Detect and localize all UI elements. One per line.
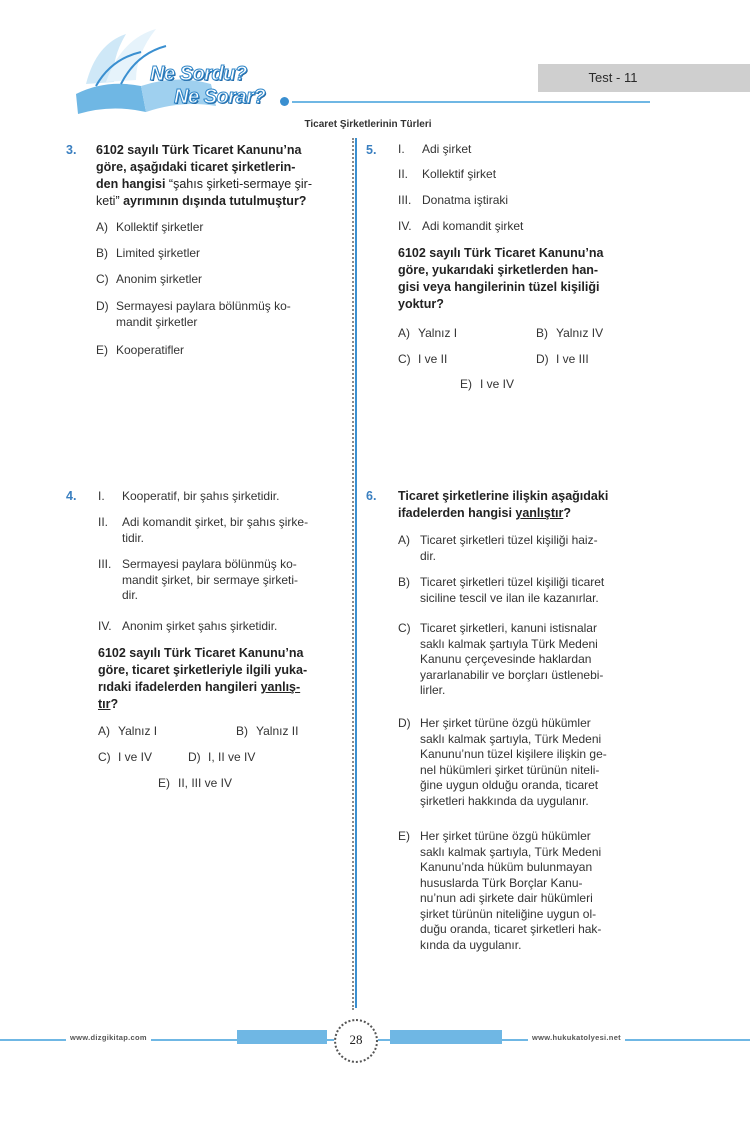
stem-fragment: ayrımının dışında tutulmuştur? (119, 194, 307, 208)
option-text: I ve IV (480, 377, 515, 391)
stem-line: Ticaret şirketlerine ilişkin aşağıdaki (398, 489, 609, 503)
footer-bar-left (237, 1030, 327, 1044)
question-5-statement-4 (398, 219, 648, 235)
statement-text: Adi komandit şirket (422, 219, 524, 233)
option-b[interactable] (398, 575, 646, 606)
option-label: E) (96, 343, 108, 357)
statement-text: Kollektif şirket (422, 167, 497, 181)
option-c[interactable] (398, 352, 447, 368)
stem-line: 6102 sayılı Türk Ticaret Kanunu’na (98, 646, 304, 660)
option-text: I ve II (418, 352, 448, 366)
option-text: Ticaret şirketleri tüzel kişiliği ticaret (420, 575, 605, 589)
question-4-statement-2 (98, 515, 344, 546)
stem-line: yoktur? (398, 297, 444, 311)
option-text: I ve IV (118, 750, 153, 764)
option-c[interactable] (96, 272, 202, 288)
logo-text-line1: Ne Sordu? (150, 63, 247, 85)
option-text: Her şirket türüne özgü hükümler (420, 829, 591, 843)
option-text: saklı kalmak şartıyla, Türk Medeni (420, 844, 602, 859)
option-label: D) (398, 716, 411, 730)
option-text: Anonim şirketler (116, 272, 203, 286)
roman-numeral: III. (398, 193, 412, 207)
option-text: Yalnız IV (556, 326, 604, 340)
option-b[interactable] (236, 724, 298, 740)
option-label: D) (96, 299, 109, 313)
option-c[interactable] (98, 750, 152, 766)
option-text: Kooperatifler (116, 343, 185, 357)
option-text: ğine uygun olduğu oranda, ticaret (420, 778, 599, 792)
question-4-statement-1 (98, 489, 344, 505)
footer-url-left: www.dizgikitap.com (66, 1033, 151, 1042)
stem-line: göre, yukarıdaki şirketlerden han- (398, 263, 599, 277)
option-text: II, III ve IV (178, 776, 233, 790)
option-text: yararlanabilir ve borçları üstlenebi- (420, 667, 604, 682)
stem-line (98, 696, 344, 713)
stem-line (398, 505, 648, 522)
option-text: şirketleri hakkında da uygulanır. (420, 793, 589, 808)
stem-underlined: yanlış- (260, 680, 301, 694)
statement-text: Anonim şirket şahıs şirketidir. (122, 619, 278, 633)
option-text: nel hükümleri şirket türünün niteli- (420, 762, 600, 777)
stem-fragment: ifadelerden hangisi (398, 506, 516, 520)
footer-url-right: www.hukukatolyesi.net (528, 1033, 625, 1042)
option-text: Yalnız II (256, 724, 299, 738)
option-text: Limited şirketler (116, 246, 201, 260)
option-text: Her şirket türüne özgü hükümler (420, 716, 591, 730)
question-6-stem (398, 488, 648, 522)
option-e[interactable] (398, 829, 646, 953)
option-text: hususlarda Türk Borçlar Kanu- (420, 875, 583, 890)
option-label: C) (398, 621, 411, 635)
roman-numeral: II. (98, 515, 109, 529)
option-text: saklı kalmak şartıyla Türk Medeni (420, 636, 598, 651)
option-e[interactable] (460, 377, 514, 393)
stem-line: gisi veya hangilerinin tüzel kişiliği (398, 280, 600, 294)
roman-numeral: IV. (98, 619, 112, 633)
option-label: A) (98, 724, 110, 738)
statement-text: dir. (122, 588, 139, 602)
stem-quote: “şahıs şirketi-sermaye şir- (165, 177, 312, 191)
question-5-statement-1 (398, 142, 648, 158)
option-label: B) (536, 326, 548, 340)
option-b[interactable] (96, 246, 200, 262)
page-number: 28 (349, 1032, 363, 1047)
option-label: A) (398, 326, 410, 340)
option-a[interactable] (398, 326, 457, 342)
stem-line (96, 193, 342, 210)
option-text: dir. (420, 548, 437, 563)
option-text: saklı kalmak şartıyla, Türk Medeni (420, 731, 602, 746)
statement-text: Sermayesi paylara bölünmüş ko- (122, 557, 297, 571)
option-e[interactable] (96, 343, 184, 359)
statement-text: mandit şirket, bir sermaye şirketi- (122, 572, 299, 587)
stem-underlined: yanlıştır (515, 506, 564, 520)
option-c[interactable] (398, 621, 646, 699)
stem-fragment: ? (563, 506, 571, 520)
question-5-statement-3 (398, 193, 648, 209)
roman-numeral: I. (98, 489, 105, 503)
roman-numeral: III. (98, 557, 112, 571)
option-label: D) (536, 352, 549, 366)
roman-numeral: II. (398, 167, 409, 181)
stem-line (96, 176, 342, 193)
roman-numeral: I. (398, 142, 405, 156)
stem-line: 6102 sayılı Türk Ticaret Kanunu’na (96, 143, 302, 157)
option-text: Kollektif şirketler (116, 220, 204, 234)
question-5-statement-2 (398, 167, 648, 183)
option-text: I, II ve IV (208, 750, 256, 764)
option-d[interactable] (188, 750, 255, 766)
stem-line: göre, aşağıdaki ticaret şirketlerin- (96, 160, 296, 174)
roman-numeral: IV. (398, 219, 412, 233)
option-label: A) (398, 533, 410, 547)
option-label: E) (158, 776, 170, 790)
option-d[interactable] (536, 352, 589, 368)
option-label: C) (96, 272, 109, 286)
option-text: lirler. (420, 683, 446, 697)
question-4-statement-3 (98, 557, 344, 604)
option-text: kında da uygulanır. (420, 937, 522, 952)
question-5-stem (398, 245, 646, 313)
statement-text: Donatma iştiraki (422, 193, 509, 207)
option-d[interactable] (398, 716, 646, 809)
question-3-number: 3. (66, 143, 77, 157)
stem-line (98, 679, 344, 696)
option-a[interactable] (398, 533, 646, 564)
option-text: duğu oranda, ticaret şirketleri hak- (420, 922, 602, 936)
option-a[interactable] (98, 724, 157, 740)
option-text: nu’nun adi şirkete dair hükümleri (420, 891, 593, 905)
option-d[interactable] (96, 299, 344, 330)
option-text: Yalnız I (418, 326, 458, 340)
question-4-stem (98, 645, 344, 713)
option-label: B) (96, 246, 108, 260)
option-label: B) (236, 724, 248, 738)
stem-fragment: rıdaki ifadelerden hangileri (98, 680, 261, 694)
statement-text: tidir. (122, 530, 145, 545)
option-text: şirket türünün niteliğine uygun ol- (420, 906, 597, 921)
stem-underlined: tır (98, 697, 111, 711)
stem-fragment: ? (110, 697, 119, 711)
test-label: Test - 11 (588, 70, 638, 85)
option-text: Sermayesi paylara bölünmüş ko- (116, 299, 291, 313)
footer-bar-right (390, 1030, 502, 1044)
option-label: C) (98, 750, 111, 764)
column-divider (352, 138, 354, 1010)
option-text: Ticaret şirketleri tüzel kişiliği haiz- (420, 533, 598, 547)
option-text: I ve III (556, 352, 589, 366)
stem-line: 6102 sayılı Türk Ticaret Kanunu’na (398, 246, 604, 260)
option-e[interactable] (158, 776, 232, 792)
question-6-number: 6. (366, 489, 377, 503)
option-label: B) (398, 575, 410, 589)
option-a[interactable] (96, 220, 203, 236)
header-rule (292, 101, 650, 103)
column-divider-accent (355, 138, 357, 1008)
option-text: Ticaret şirketleri, kanuni istisnalar (420, 621, 597, 635)
header-dot (280, 97, 289, 106)
stem-fragment: den hangisi (96, 177, 166, 191)
option-text: Kanunu’nun tüzel kişilere ilişkin ge- (420, 747, 607, 761)
option-b[interactable] (536, 326, 603, 342)
option-label: E) (460, 377, 472, 391)
question-4-number: 4. (66, 489, 77, 503)
stem-line: göre, ticaret şirketleriyle ilgili yuka- (98, 663, 308, 677)
option-text: Kanunu’nda hüküm bulunmayan (420, 860, 593, 874)
option-label: D) (188, 750, 201, 764)
question-3-stem (96, 142, 342, 210)
logo-text-line2: Ne Sorar? (174, 86, 266, 108)
question-5-number: 5. (366, 143, 377, 157)
statement-text: Adi komandit şirket, bir şahıs şirke- (122, 515, 309, 529)
option-text: Yalnız I (118, 724, 158, 738)
statement-text: Adi şirket (422, 142, 472, 156)
option-text: mandit şirketler (116, 314, 198, 329)
option-text: Kanunu çerçevesinde haklardan (420, 652, 592, 666)
statement-text: Kooperatif, bir şahıs şirketidir. (122, 489, 280, 503)
stem-quote: keti” (96, 194, 120, 208)
topic-title: Ticaret Şirketlerinin Türleri (304, 119, 432, 130)
option-label: E) (398, 829, 410, 843)
question-4-statement-4 (98, 619, 344, 635)
option-label: A) (96, 220, 108, 234)
option-text: siciline tescil ve ilan ile kazanırlar. (420, 590, 599, 605)
option-label: C) (398, 352, 411, 366)
